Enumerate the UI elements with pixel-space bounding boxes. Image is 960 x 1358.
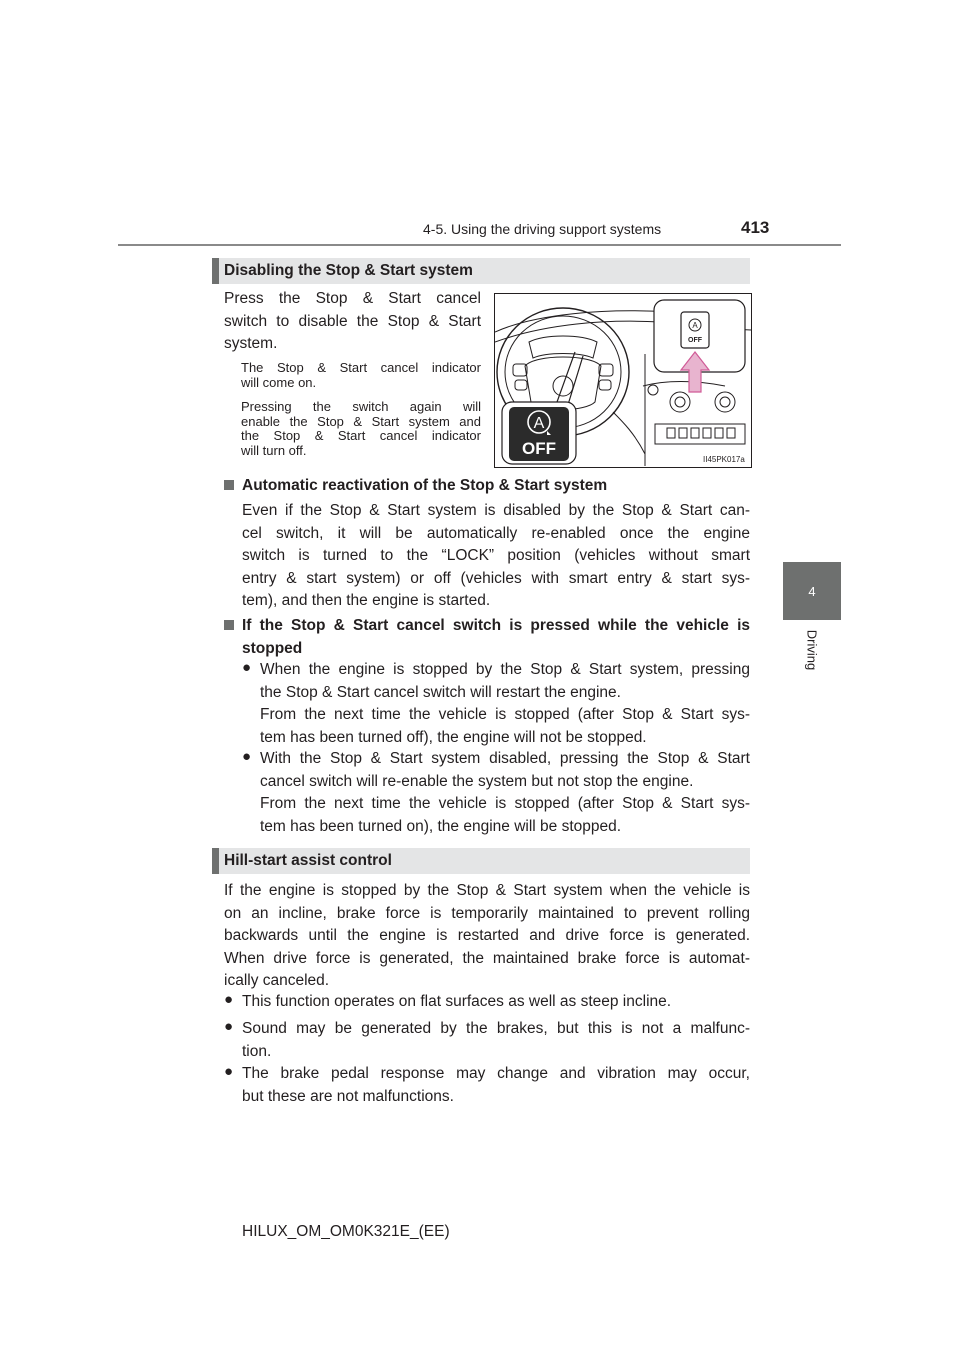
intro-line: system. <box>224 335 278 352</box>
round-bullet-icon: ● <box>224 1063 234 1080</box>
section2-paragraph <box>224 880 750 993</box>
sub1-paragraph <box>242 500 750 613</box>
note-line: enable the Stop & Start system and <box>241 413 481 429</box>
section1-note2 <box>241 400 481 458</box>
bullet-line: The brake pedal response may change and vibration may occur, <box>242 1065 750 1082</box>
bullet-line: tem has been turned off), the engine will not be stopped. <box>260 728 647 746</box>
figure-code: II45PK017a <box>703 455 745 464</box>
intro-line: switch to disable the Stop & Start <box>224 312 481 330</box>
note-line: Pressing the switch again will <box>241 399 481 414</box>
chapter-tab-label <box>783 620 841 680</box>
paragraph-line: Even if the Stop & Start system is disabled by the Stop & Start can- <box>242 502 750 519</box>
bullet-line: Sound may be generated by the brakes, but this is not a malfunc- <box>242 1020 750 1037</box>
bullet-line: the Stop & Start cancel switch will restart the engine. <box>260 683 621 701</box>
big-icon-letter: A <box>533 415 545 432</box>
subheading-text: If the Stop & Start cancel switch is pressed while the vehicle is <box>242 617 750 634</box>
paragraph-line: ically canceled. <box>224 972 330 989</box>
section-heading-accent <box>212 258 219 284</box>
section2-bullet3 <box>242 1063 750 1108</box>
section1-note1 <box>241 361 481 390</box>
bullet-line: tem has been turned on), the engine will be stopped. <box>260 817 622 835</box>
note-line: will come on. <box>241 374 317 390</box>
section-heading-hill-start <box>212 848 750 874</box>
section-heading-text: Disabling the Stop & Start system <box>224 262 473 279</box>
paragraph-line: switch is turned to the “LOCK” position (vehicles without smart <box>242 547 750 564</box>
paragraph-line: When drive force is generated, the maintained brake force is automat- <box>224 949 750 967</box>
intro-line: Press the Stop & Start cancel <box>224 290 481 307</box>
bullet-line: From the next time the vehicle is stopped (after Stop & Start sys- <box>260 706 750 723</box>
note-line: will turn off. <box>241 442 307 458</box>
subheading-cancel-while-stopped <box>224 615 750 660</box>
bullet-line: With the Stop & Start system disabled, pressing the Stop & Start <box>260 750 750 767</box>
subheading-text: Automatic reactivation of the Stop & Start system <box>242 477 608 494</box>
note-line: The Stop & Start cancel indicator <box>241 360 481 375</box>
paragraph-line: backwards until the engine is restarted and drive force is generated. <box>224 927 750 944</box>
note-line: the Stop & Start cancel indicator <box>241 428 481 443</box>
bullet-line: but these are not malfunctions. <box>242 1087 454 1105</box>
round-bullet-icon: ● <box>242 748 252 765</box>
paragraph-line: on an incline, brake force is temporarily maintained to prevent rolling <box>224 904 750 922</box>
small-icon-label: OFF <box>688 337 702 344</box>
round-bullet-icon: ● <box>242 659 252 676</box>
square-bullet-icon <box>224 620 234 630</box>
sub2-bullet2 <box>260 748 750 838</box>
section-heading-accent <box>212 848 219 874</box>
paragraph-line: tem), and then the engine is started. <box>242 592 491 609</box>
header-rule <box>118 244 841 246</box>
dashboard-drawing <box>495 294 751 467</box>
dashboard-illustration <box>494 293 752 468</box>
bullet-line: cancel switch will re-enable the system but not stop the engine. <box>260 772 694 790</box>
section-heading-disabling <box>212 258 750 284</box>
big-icon-label: OFF <box>522 439 556 458</box>
chapter-tab-number: 4 <box>783 562 841 620</box>
subheading-auto-reactivation <box>224 475 750 498</box>
round-bullet-icon: ● <box>224 1018 234 1035</box>
bullet-line: From the next time the vehicle is stopped (after Stop & Start sys- <box>260 795 750 812</box>
subheading-text: stopped <box>242 639 303 657</box>
bullet-line: tion. <box>242 1042 272 1060</box>
chapter-tab-label-text: Driving <box>804 629 820 671</box>
paragraph-line: If the engine is stopped by the Stop & Start system when the vehicle is <box>224 882 750 899</box>
round-bullet-icon: ● <box>224 991 234 1008</box>
sub2-bullet1 <box>260 659 750 749</box>
small-icon-letter: A <box>692 321 698 330</box>
running-header: 4-5. Using the driving support systems <box>423 221 662 237</box>
paragraph-line: entry & start system) or off (vehicles with smart entry & start sys- <box>242 569 750 587</box>
section-heading-text: Hill-start assist control <box>224 852 392 869</box>
section2-bullet2 <box>242 1018 750 1063</box>
page-number: 413 <box>741 218 770 237</box>
document-code-footer: HILUX_OM_OM0K321E_(EE) <box>242 1223 450 1240</box>
paragraph-line: cel switch, it will be automatically re-enabled once the engine <box>242 524 750 542</box>
section1-intro <box>224 288 481 356</box>
bullet-line: When the engine is stopped by the Stop & Start system, pressing <box>260 661 750 678</box>
section2-bullet1: This function operates on flat surfaces as well as steep incline. <box>242 993 672 1010</box>
square-bullet-icon <box>224 480 234 490</box>
